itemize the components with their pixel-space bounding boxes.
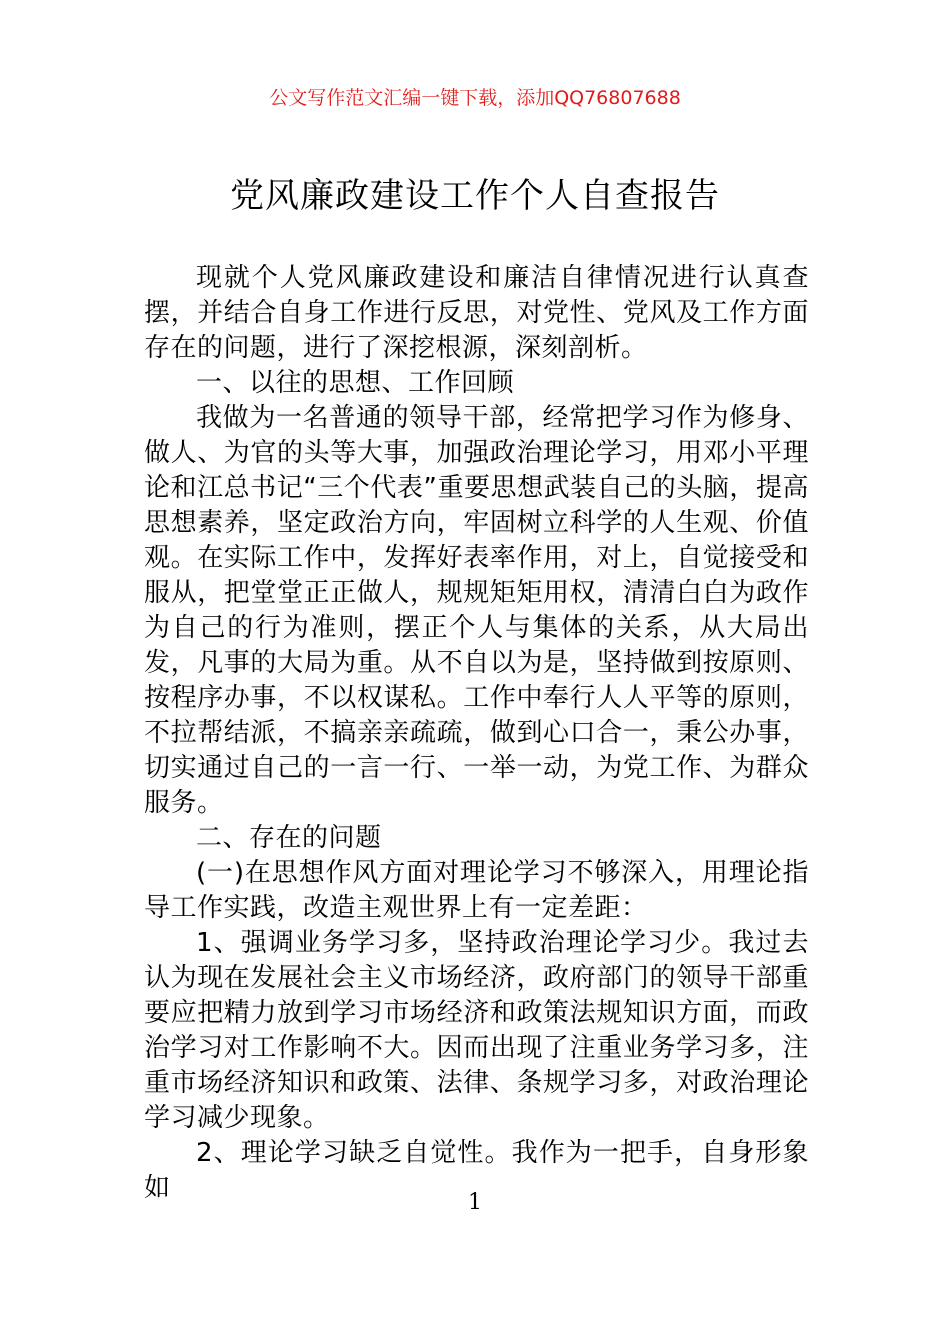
subsection-heading-thinking: (一)在思想作风方面对理论学习不够深入，用理论指导工作实践，改造主观世界上有一定差距： (144, 858, 809, 923)
paragraph-intro: 现就个人党风廉政建设和廉洁自律情况进行认真查摆，并结合自身工作进行反思，对党性、党风及工作方面存在的问题，进行了深挖根源，深刻剖析。 (144, 263, 809, 363)
section-heading-review: 一、以往的思想、工作回顾 (196, 368, 515, 398)
paragraph-review: 我做为一名普通的领导干部，经常把学习作为修身、做人、为官的头等大事，加强政治理论学习，用邓小平理论和江总书记“三个代表”重要思想武装自己的头脑，提高思想素养，坚定政治方向，牢固树立科学的人生观、价值观。在实际工作中，发挥好表率作用，对上，自觉接受和服从，把堂堂正正做人，规规矩矩用权，清清白白为政作为自己的行为准则，摆正个人与集体的关系，从大局出发，凡事的大局为重。从不自以为是，坚持做到按原则、按程序办事，不以权谋私。工作中奉行人人平等的原则，不拉帮结派，不搞亲亲疏疏，做到心口合一，秉公办事，切实通过自己的一言一行、一举一动，为党工作、为群众服务。 (144, 403, 809, 818)
section-heading-problems: 二、存在的问题 (196, 823, 382, 853)
header-note: 公文写作范文汇编一键下载，添加QQ76807688 (269, 87, 681, 109)
document-title: 党风廉政建设工作个人自查报告 (230, 176, 720, 216)
paragraph-point-1: 1、强调业务学习多，坚持政治理论学习少。我过去认为现在发展社会主义市场经济，政府部门的领导干部重要应把精力放到学习市场经济和政策法规知识方面，而政治学习对工作影响不大。因而出现了注重业务学习多，注重市场经济知识和政策、法律、条规学习多，对政治理论学习减少现象。 (144, 928, 809, 1133)
page-number: 1 (468, 1190, 482, 1215)
paragraph-point-2: 2、理论学习缺乏自觉性。我作为一把手，自身形象如 (144, 1138, 809, 1203)
document-body (144, 261, 809, 1206)
